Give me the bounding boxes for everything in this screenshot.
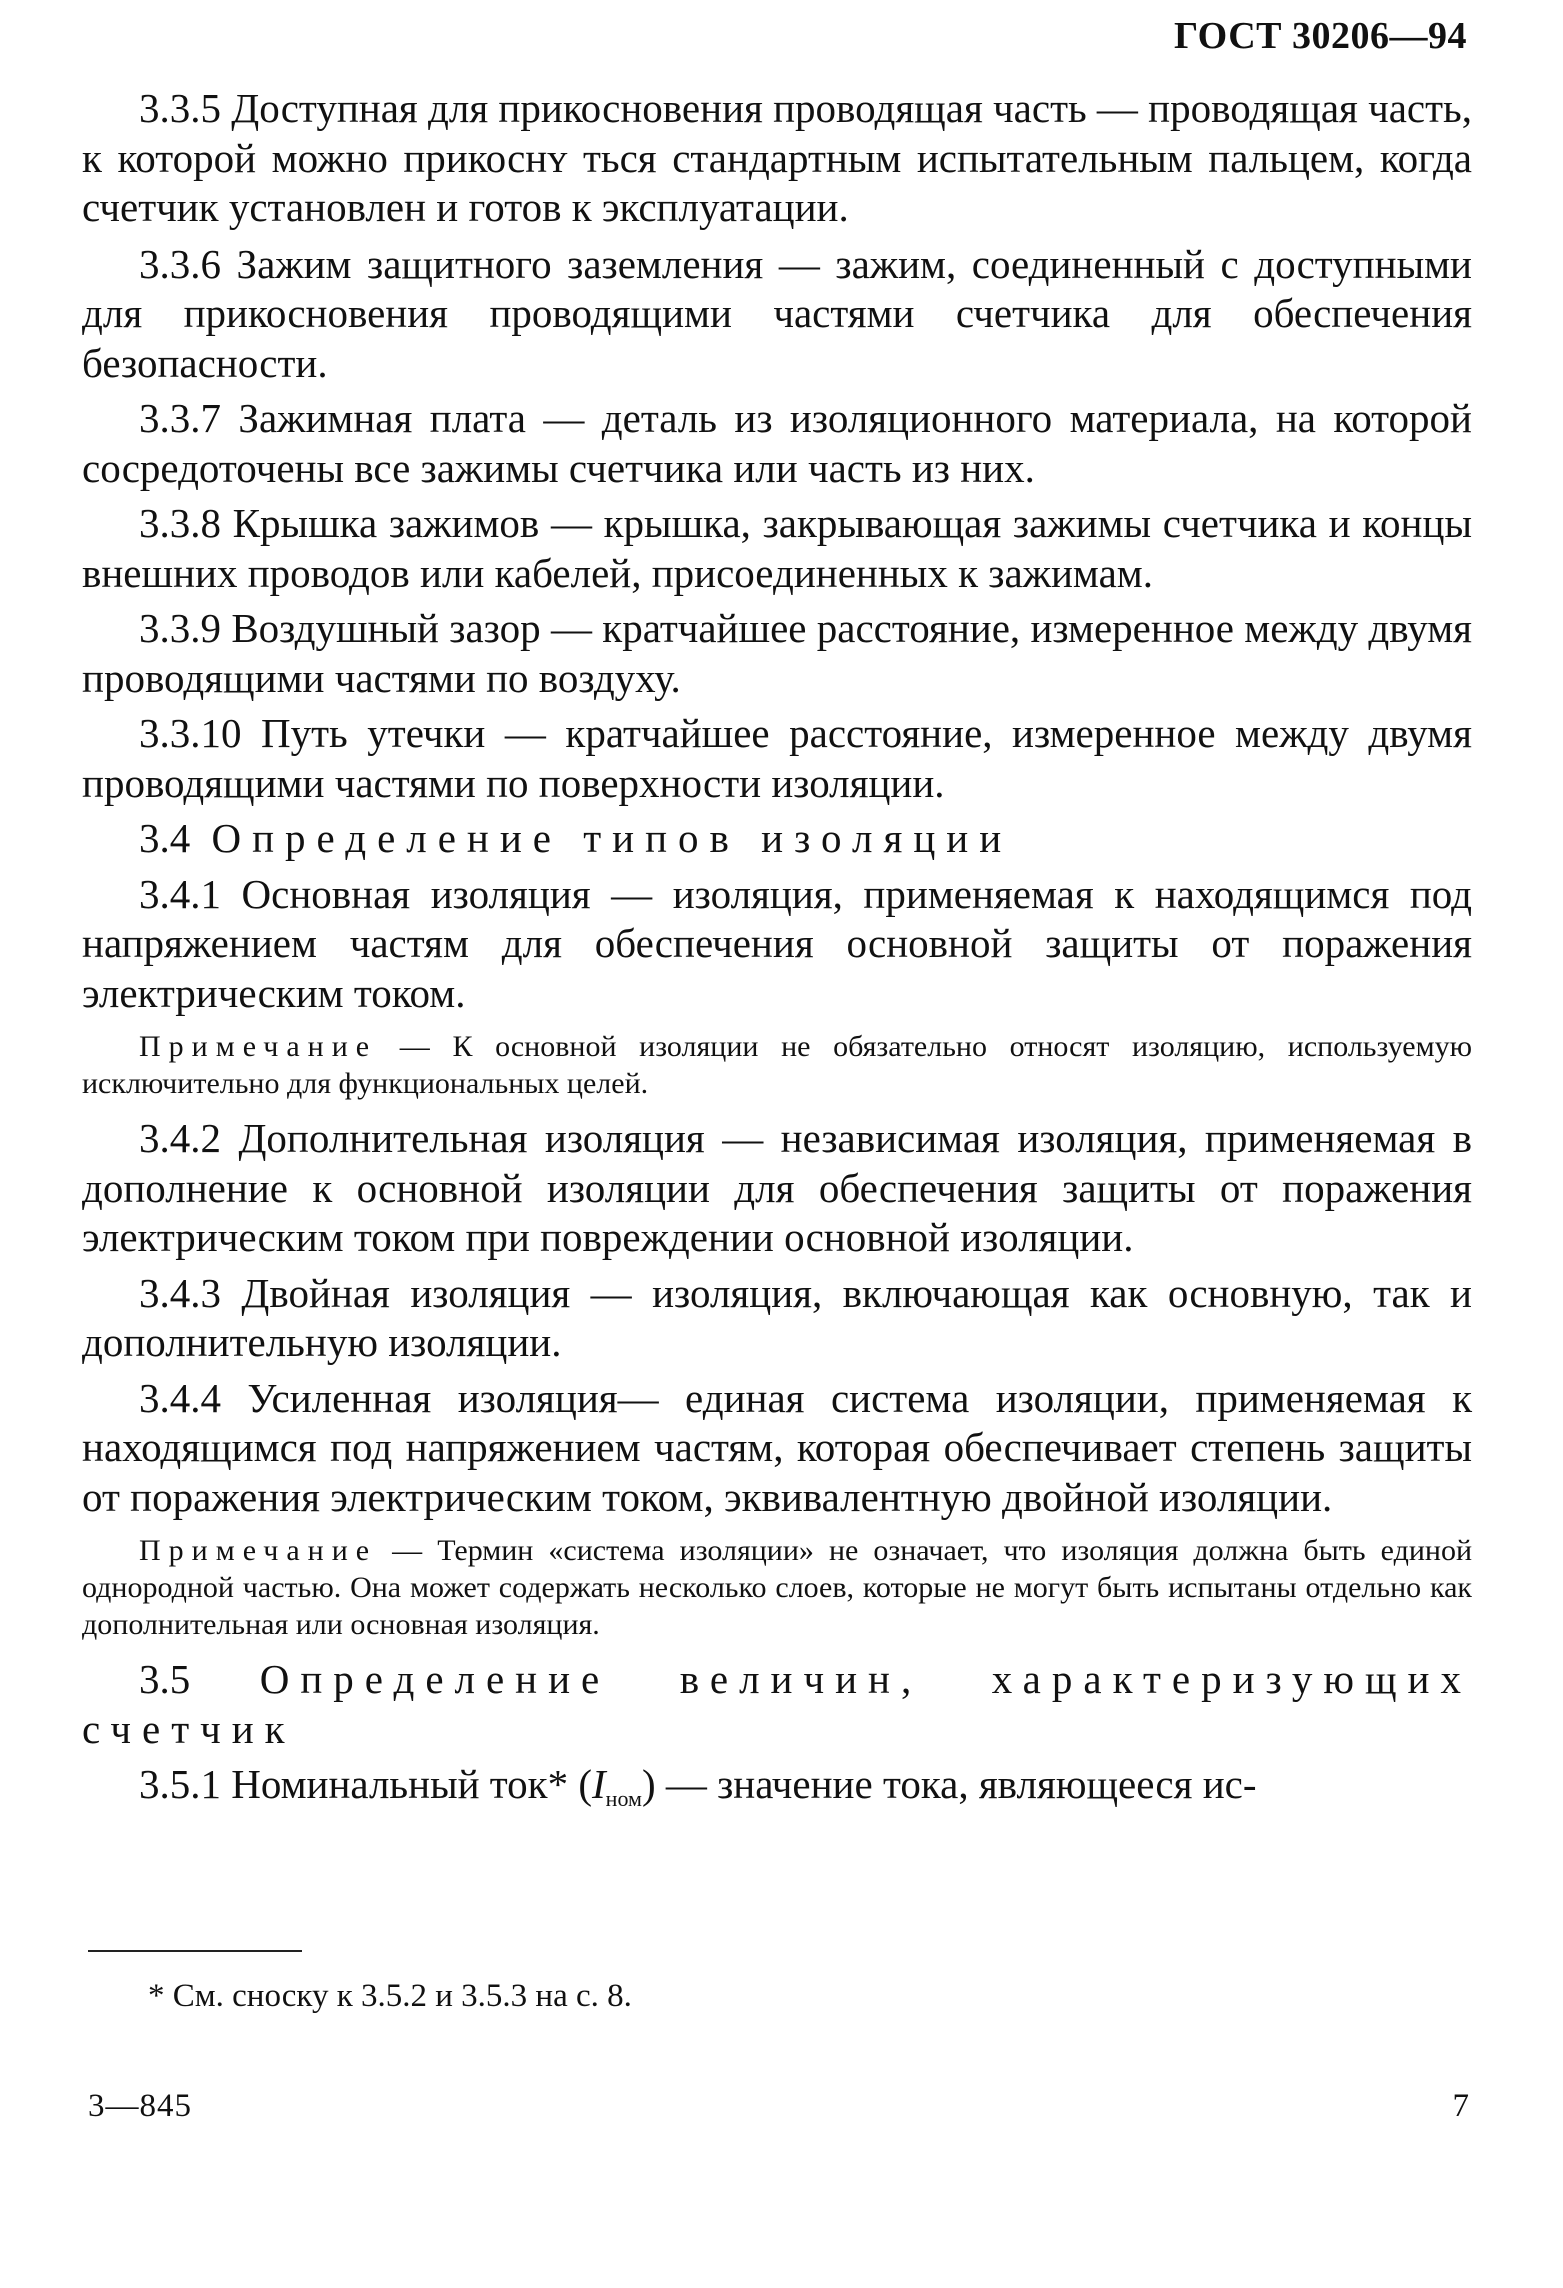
standard-header: ГОСТ 30206—94 xyxy=(1173,15,1467,57)
note-label: Примечание xyxy=(139,1534,378,1567)
current-symbol: I xyxy=(592,1761,606,1807)
paragraph-text-start: 3.5.1 Номинальный ток* ( xyxy=(139,1761,593,1807)
section-number: 3.5 xyxy=(139,1656,191,1702)
paragraph-text-end: ) — значение тока, являющееся ис- xyxy=(641,1761,1257,1807)
paragraph-3-5-1 xyxy=(82,1760,1472,1824)
section-number: 3.4 xyxy=(139,815,191,861)
note-text: — Термин «система изоляции» не означает, что изоляция должна быть единой однородной частью. Она может содержать несколько слоев, которые не могут быть испытаны отдельно как дополнительная или основная изоляция. xyxy=(82,1534,1472,1641)
note-3-4-4 xyxy=(82,1532,1472,1643)
paragraph-3-3-7: 3.3.7 Зажимная плата — деталь из изоляционного материала, на которой сосредоточены все зажимы счетчика или часть из них. xyxy=(82,395,1472,491)
page-number: 7 xyxy=(1452,2088,1469,2124)
section-title: Определение типов изоляции xyxy=(211,815,1013,861)
paragraph-3-4-1: 3.4.1 Основная изоляция — изоляция, применяемая к находящимся под напряжением частям для обеспечения основной защиты от поражения электрическим током. xyxy=(82,870,1472,1016)
current-subscript: ном xyxy=(605,1786,642,1811)
paragraph-3-4-2: 3.4.2 Дополнительная изоляция — независимая изоляция, применяемая в дополнение к основной изоляции для обеспечения защиты от поражения электрическим током при повреждении основной изоляции. xyxy=(82,1115,1472,1260)
paragraph-3-4-4: 3.4.4 Усиленная изоляция— единая система изоляции, применяемая к находящимся под напряжением частям, которая обеспечивает степень защиты от поражения электрическим током, эквивалентную двойной изоляции. xyxy=(82,1374,1472,1520)
paragraph-3-3-6: 3.3.6 Зажим защитного заземления — зажим, соединенный с доступными для прикосновения проводящими частями счетчика для обеспечения безопасности. xyxy=(82,240,1472,386)
note-text: — К основной изоляции не обязательно относят изоляцию, используемую исключительно для функциональных целей. xyxy=(82,1030,1473,1100)
document-body xyxy=(82,84,1472,1830)
section-title: Определение величин, характеризующих счетчик xyxy=(82,1656,1472,1752)
note-label: Примечание xyxy=(139,1030,378,1063)
footnote-divider xyxy=(88,1950,302,1952)
note-3-4-1 xyxy=(82,1028,1472,1102)
paragraph-3-3-8: 3.3.8 Крышка зажимов — крышка, закрывающая зажимы счетчика и концы внешних проводов или кабелей, присоединенных к зажимам. xyxy=(82,500,1472,596)
paragraph-3-4-3: 3.4.3 Двойная изоляция — изоляция, включающая как основную, так и дополнительную изоляции. xyxy=(82,1269,1472,1365)
section-heading-3-4 xyxy=(82,814,1472,864)
section-heading-3-5 xyxy=(82,1655,1472,1754)
footnote: * См. сноску к 3.5.2 и 3.5.3 на с. 8. xyxy=(148,1978,632,2014)
paragraph-3-3-10: 3.3.10 Путь утечки — кратчайшее расстояние, измеренное между двумя проводящими частями по поверхности изоляции. xyxy=(82,710,1472,806)
signature-code: 3—845 xyxy=(88,2088,192,2124)
paragraph-3-3-9: 3.3.9 Воздушный зазор — кратчайшее расстояние, измеренное между двумя проводящими частями по воздуху. xyxy=(82,605,1472,701)
paragraph-3-3-5: 3.3.5 Доступная для прикосновения проводящая часть — проводящая часть, к которой можно прикоснʏ ться стандартным испытательным пальцем, когда счетчик установлен и готов к эксплуатации. xyxy=(82,85,1473,230)
